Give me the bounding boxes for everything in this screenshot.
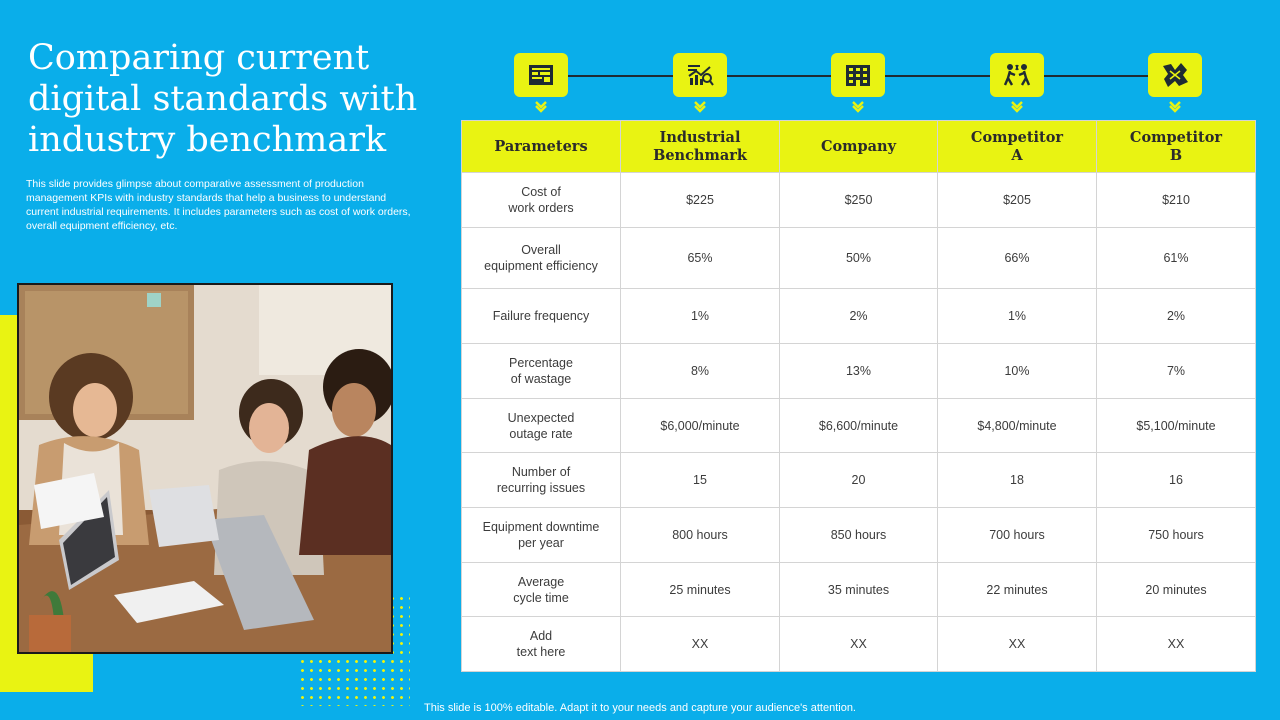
competition-icon bbox=[990, 53, 1044, 97]
table-row bbox=[462, 508, 1256, 563]
table-cell: $4,800/minute bbox=[938, 399, 1097, 453]
breaking-icon bbox=[1148, 53, 1202, 97]
table-cell: 22 minutes bbox=[938, 563, 1097, 617]
slide-description: This slide provides glimpse about comparative assessment of production management KPIs with industry standards that help a business to understand current industrial requirements. It includes parameters such as cost of work orders, overall equipment efficiency, etc. bbox=[26, 178, 411, 232]
table-row bbox=[462, 289, 1256, 344]
table-cell: 25 minutes bbox=[621, 563, 780, 617]
table-cell: Add text here bbox=[462, 617, 621, 672]
table-cell: XX bbox=[1097, 617, 1256, 672]
chevron-down-icon bbox=[852, 101, 864, 113]
table-row bbox=[462, 617, 1256, 672]
table-cell: 20 bbox=[780, 453, 938, 508]
header-competitor-b: Competitor B bbox=[1097, 121, 1256, 173]
header-parameters: Parameters bbox=[462, 121, 621, 173]
table-row bbox=[462, 344, 1256, 399]
table-row bbox=[462, 173, 1256, 228]
table-cell: $5,100/minute bbox=[1097, 399, 1256, 453]
table-cell: 61% bbox=[1097, 228, 1256, 289]
table-cell: $6,600/minute bbox=[780, 399, 938, 453]
table-cell: 1% bbox=[621, 289, 780, 344]
table-cell: Cost of work orders bbox=[462, 173, 621, 228]
table-cell: 850 hours bbox=[780, 508, 938, 563]
chevron-down-icon bbox=[1011, 101, 1023, 113]
team-meeting-photo bbox=[17, 283, 393, 654]
table-cell: Failure frequency bbox=[462, 289, 621, 344]
table-cell: 50% bbox=[780, 228, 938, 289]
table-cell: 2% bbox=[1097, 289, 1256, 344]
table-row bbox=[462, 453, 1256, 508]
table-cell: Percentage of wastage bbox=[462, 344, 621, 399]
table-header-row bbox=[462, 121, 1256, 173]
table-row bbox=[462, 228, 1256, 289]
table-cell: $210 bbox=[1097, 173, 1256, 228]
table-cell: 35 minutes bbox=[780, 563, 938, 617]
table-cell: 66% bbox=[938, 228, 1097, 289]
table-cell: 8% bbox=[621, 344, 780, 399]
table-cell: $225 bbox=[621, 173, 780, 228]
table-cell: Overall equipment efficiency bbox=[462, 228, 621, 289]
table-cell: Equipment downtime per year bbox=[462, 508, 621, 563]
chevron-down-icon bbox=[1169, 101, 1181, 113]
chevron-down-icon bbox=[694, 101, 706, 113]
header-industrial-benchmark: Industrial Benchmark bbox=[621, 121, 780, 173]
table-cell: 750 hours bbox=[1097, 508, 1256, 563]
table-cell: 700 hours bbox=[938, 508, 1097, 563]
table-cell: XX bbox=[938, 617, 1097, 672]
table-cell: $205 bbox=[938, 173, 1097, 228]
slide-footer: This slide is 100% editable. Adapt it to your needs and capture your audience's attention. bbox=[424, 702, 856, 714]
header-company: Company bbox=[780, 121, 938, 173]
table-cell: Unexpected outage rate bbox=[462, 399, 621, 453]
table-cell: 10% bbox=[938, 344, 1097, 399]
dashboard-icon bbox=[514, 53, 568, 97]
table-cell: 18 bbox=[938, 453, 1097, 508]
table-cell: $6,000/minute bbox=[621, 399, 780, 453]
table-cell: XX bbox=[780, 617, 938, 672]
chevron-down-icon bbox=[535, 101, 547, 113]
benchmark-table bbox=[461, 120, 1256, 672]
table-cell: 16 bbox=[1097, 453, 1256, 508]
table-cell: 13% bbox=[780, 344, 938, 399]
table-cell: 65% bbox=[621, 228, 780, 289]
chart-analysis-icon bbox=[673, 53, 727, 97]
table-row bbox=[462, 563, 1256, 617]
table-cell: 15 bbox=[621, 453, 780, 508]
column-icon-row bbox=[461, 53, 1255, 115]
table-cell: 1% bbox=[938, 289, 1097, 344]
slide-title: Comparing current digital standards with industry benchmark bbox=[28, 38, 418, 160]
header-competitor-a: Competitor A bbox=[938, 121, 1097, 173]
table-cell: Number of recurring issues bbox=[462, 453, 621, 508]
table-cell: 2% bbox=[780, 289, 938, 344]
table-cell: XX bbox=[621, 617, 780, 672]
table-cell: 7% bbox=[1097, 344, 1256, 399]
table-cell: Average cycle time bbox=[462, 563, 621, 617]
table-cell: $250 bbox=[780, 173, 938, 228]
building-icon bbox=[831, 53, 885, 97]
table-cell: 800 hours bbox=[621, 508, 780, 563]
table-row bbox=[462, 399, 1256, 453]
table-cell: 20 minutes bbox=[1097, 563, 1256, 617]
